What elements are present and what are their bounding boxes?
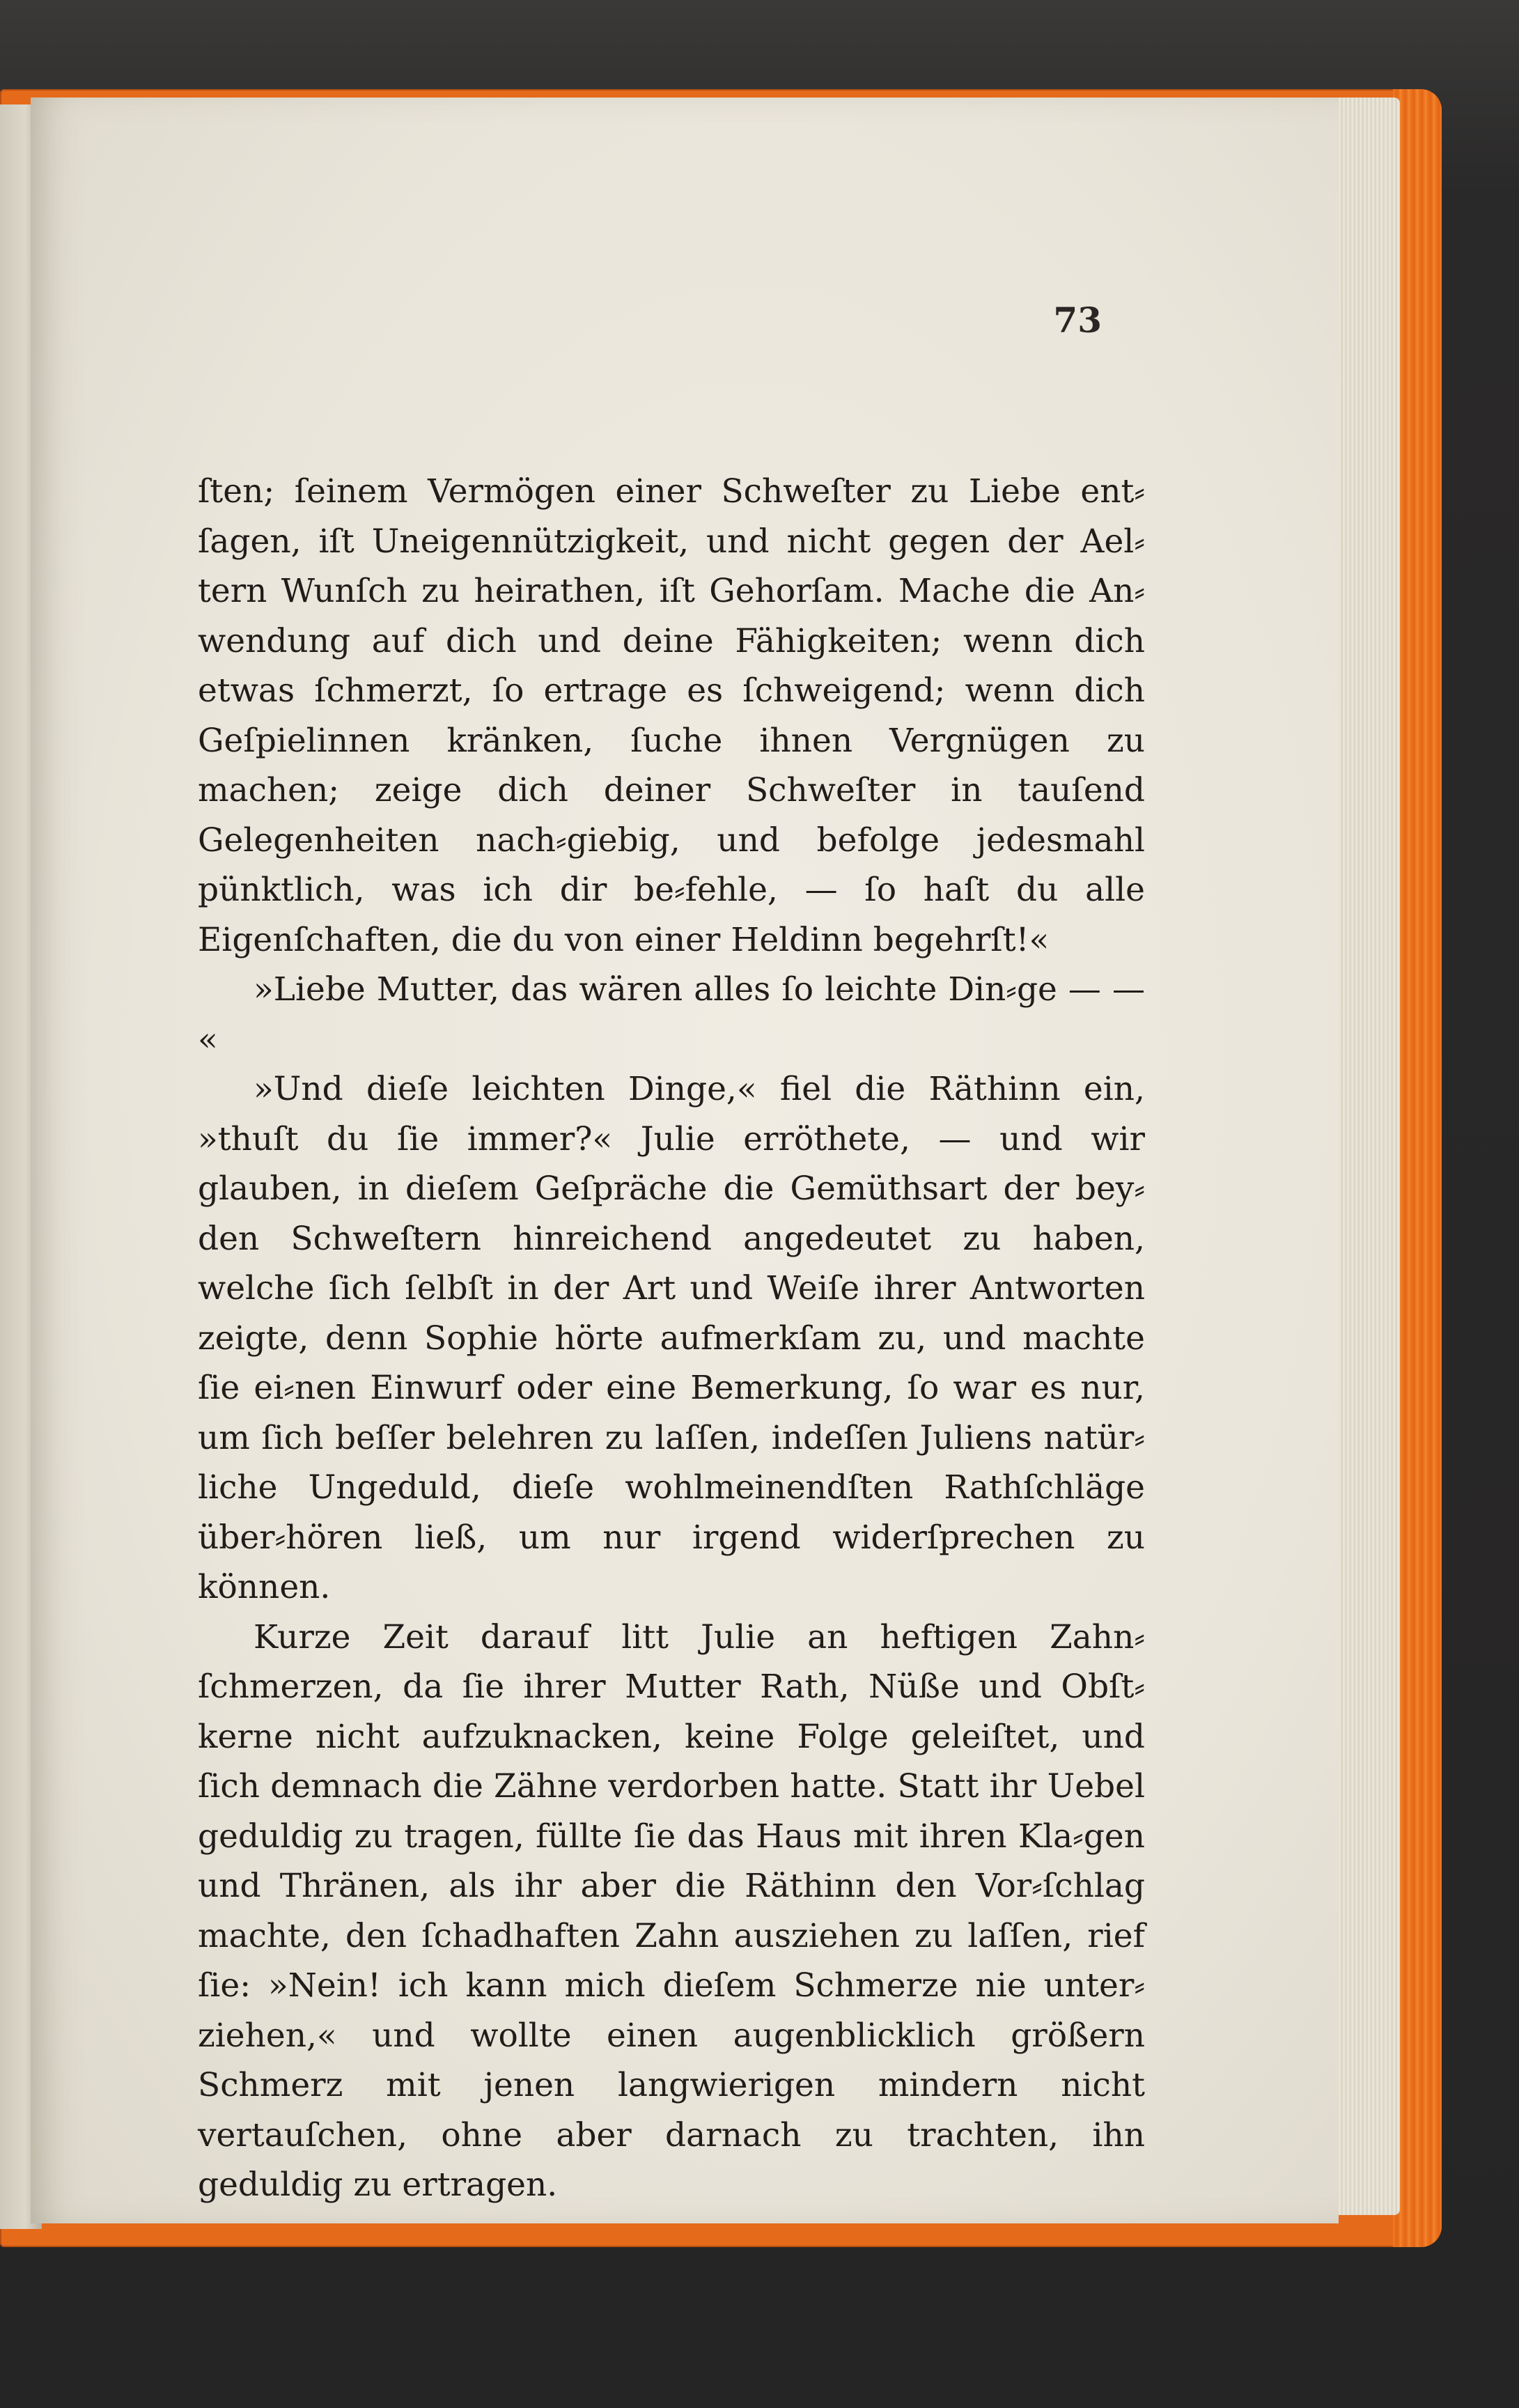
paragraph-2: »Liebe Mutter, das wären alles ſo leichte Din⸗ge — — « [198,970,1145,1059]
page-number: 73 [1053,300,1102,341]
cover-edge [1393,89,1442,2247]
page-text [198,467,1145,2210]
paragraph-4: Kurze Zeit darauf litt Julie an heftigen Zahn⸗ſchmerzen, da ſie ihrer Mutter Rath, Nüße und Obſt⸗kerne nicht aufzuknacken, keine Folge geleiſtet, und ſich demnach die Zähne verdorben hatte. Statt ihr Uebel geduldig zu tragen, füllte ſie das Haus mit ihren Kla⸗gen und Thränen, als ihr aber die Räthinn den Vor⸗ſchlag machte, den ſchadhaften Zahn ausziehen zu laſſen, rief ſie: »Nein! ich kann mich dieſem Schmerze nie unter⸗ziehen,« und wollte einen augenblicklich größern Schmerz mit jenen langwierigen mindern nicht vertauſchen, ohne aber darnach zu trachten, ihn geduldig zu ertragen. [198,1617,1145,2204]
paragraph-1: ſten; ſeinem Vermögen einer Schweſter zu Liebe ent⸗ſagen, iſt Uneigennützigkeit, und nicht gegen der Ael⸗tern Wunſch zu heirathen, iſt Gehorſam. Mache die An⸗wendung auf dich und deine Fähigkeiten; wenn dich etwas ſchmerzt, ſo ertrage es ſchweigend; wenn dich Geſpielinnen kränken, ſuche ihnen Vergnügen zu machen; zeige dich deiner Schweſter in tauſend Gelegenheiten nach⸗giebig, und befolge jedesmahl pünktlich, was ich dir be⸗fehle, — ſo haſt du alle Eigenſchaften, die du von einer Heldinn begehrſt!« [198,472,1145,959]
book-page [31,98,1339,2223]
paragraph-3: »Und dieſe leichten Dinge,« fiel die Räthinn ein, »thuſt du ſie immer?« Julie erröthete, — und wir glauben, in dieſem Geſpräche die Gemüthsart der bey⸗den Schweſtern hinreichend angedeutet zu haben, welche ſich ſelbſt in der Art und Weiſe ihrer Antworten zeigte, denn Sophie hörte aufmerkſam zu, und machte ſie ei⸗nen Einwurf oder eine Bemerkung, ſo war es nur, um ſich beſſer belehren zu laſſen, indeſſen Juliens natür⸗liche Ungeduld, dieſe wohlmeinendſten Rathſchläge über⸗hören ließ, um nur irgend widerſprechen zu können. [198,1070,1145,1606]
